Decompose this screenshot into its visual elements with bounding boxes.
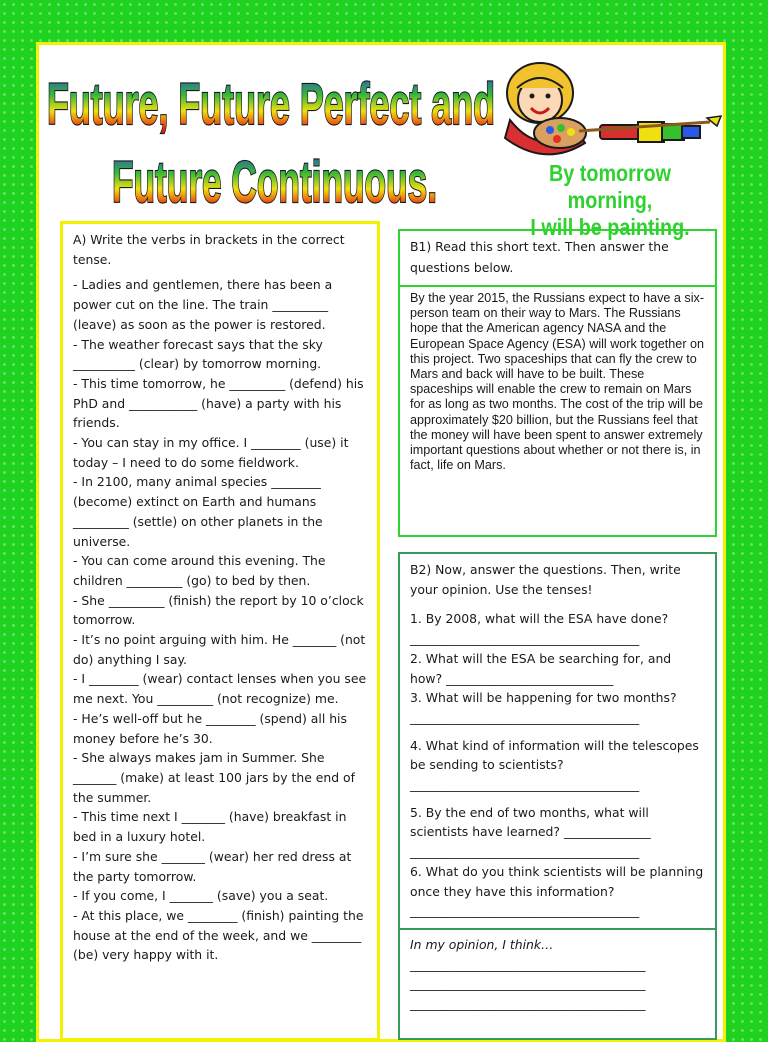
answer-line: ______________________________________ [410, 956, 646, 972]
exercise-a-item: - You can stay in my office. I ________ (use) it today – I need to do some fieldwork. [73, 435, 349, 470]
exercise-a-instruction: A) Write the verbs in brackets in the correct tense. [73, 232, 345, 267]
exercise-b2-box [398, 552, 717, 930]
exercise-a-item: - This time tomorrow, he _________ (defend) his PhD and ___________ (have) a party with his friends. [73, 375, 364, 431]
worksheet-title [42, 62, 502, 222]
exercise-a-item: - At this place, we ________ (finish) painting the house at the end of the week, and we ________ (be) very happy with it. [73, 907, 364, 963]
exercise-a-item: - It’s no point arguing with him. He _______ (not do) anything I say. [73, 632, 366, 667]
exercise-a-item: - Ladies and gentlemen, there has been a power cut on the line. The train _________ (leave) as soon as the power is restored. [73, 277, 333, 332]
question-item: 1. By 2008, what will the ESA have done? _____________________________________ [410, 611, 669, 647]
question-item: 4. What kind of information will the telescopes be sending to scientists? _____________________________________ [410, 737, 699, 793]
exercise-a-item: - She always makes jam in Summer. She _______ (make) at least 100 jars by the end of the summer. [73, 750, 355, 805]
exercise-b1-instruction: B1) Read this short text. Then answer the questions below. [398, 229, 717, 287]
title-line-1: Future, Future Perfect and [47, 72, 495, 137]
answer-line: ______________________________________ [410, 996, 646, 1012]
title-line-2: Future Continuous. [112, 150, 437, 215]
question-item: 3. What will be happening for two months? _____________________________________ [410, 690, 677, 725]
exercise-a-item: - In 2100, many animal species ________ (become) extinct on Earth and humans _________ (settle) on other planets in the universe. [73, 474, 323, 549]
exercise-a-item: - She _________ (finish) the report by 10 o’clock tomorrow. [73, 592, 364, 628]
question-item: 2. What will the ESA be searching for, and how? ___________________________ [410, 650, 672, 686]
caption-line-2: I will be painting. [530, 214, 690, 240]
exercise-a-item: - The weather forecast says that the sky __________ (clear) by tomorrow morning. [73, 336, 323, 372]
caption-line-1: By tomorrow morning, [549, 160, 671, 213]
question-item: 6. What do you think scientists will be planning once they have this information? _____________________________________ [410, 863, 704, 919]
exercise-a-item: - You can come around this evening. The children _________ (go) to bed by then. [73, 553, 326, 588]
exercise-a-item: - This time next I _______ (have) breakfast in bed in a luxury hotel. [73, 809, 347, 845]
answer-line: ______________________________________ [410, 976, 646, 992]
exercise-a-item: - I’m sure she _______ (wear) her red dress at the party tomorrow. [73, 848, 352, 884]
exercise-a-item: - I ________ (wear) contact lenses when you see me next. You _________ (not recognize) me. [73, 671, 367, 707]
opinion-lead: In my opinion, I think… [410, 937, 554, 952]
exercise-a-box [60, 221, 380, 1041]
exercise-a-item: - If you come, I _______ (save) you a seat. [73, 888, 329, 904]
question-item: 5. By the end of two months, what will scientists have learned? ______________ _____________________________________ [410, 804, 651, 860]
exercise-a-item: - He’s well-off but he ________ (spend) all his money before he’s 30. [73, 710, 347, 746]
reading-passage: By the year 2015, the Russians expect to have a six-person team on their way to Mars. The Russians hope that the American agency NASA and the European Space Agency (ESA) will work together on this project. Two spaceships that can fly the crew to Mars and back will have to be built. These spaceships will enable the crew to remain on Mars for as long as two months. The cost of the trip will be approximately $20 billion, but the Russians feel that the money will have been spent to answer extremely important questions about whether or not there is, in fact, life on Mars. [398, 287, 717, 537]
girl-painter-icon [495, 58, 725, 158]
exercise-b2-instruction: B2) Now, answer the questions. Then, write your opinion. Use the tenses! [410, 562, 681, 597]
